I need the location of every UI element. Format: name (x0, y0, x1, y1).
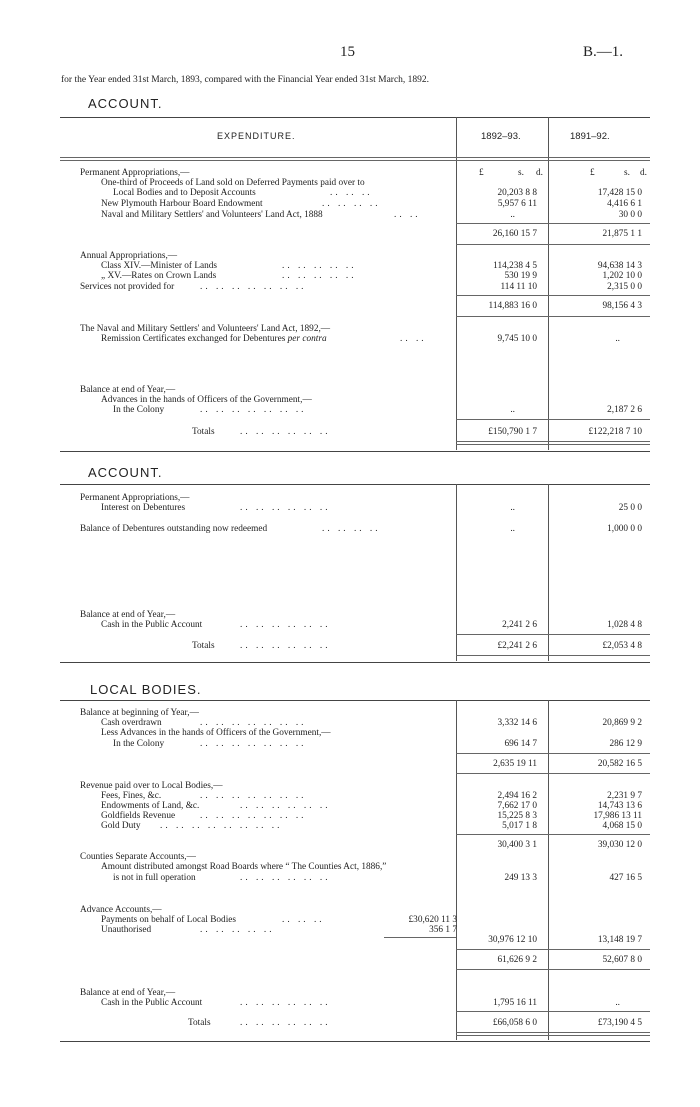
value-1891-92: 4,416 6 1 (607, 199, 642, 209)
leader-dots: .. .. .. .. .. (282, 261, 357, 271)
header-rule (60, 157, 650, 158)
row-label: The Naval and Military Settlers' and Volunteers' Land Act, 1892,— (80, 324, 331, 334)
row-label: Balance at beginning of Year,— (80, 708, 199, 718)
value-1891-92: .. (615, 998, 620, 1008)
leader-dots: .. .. .. .. .. .. (240, 873, 331, 883)
page-subtitle: for the Year ended 31st March, 1893, compared with the Financial Year ended 31st March, 1892. (61, 75, 430, 85)
row-label: Services not provided for (80, 282, 175, 292)
leader-dots: .. .. .. .. .. (200, 925, 275, 935)
currency-shillings: s. (624, 168, 630, 178)
subtotal-1891-92: 21,875 1 1 (602, 229, 642, 239)
row-label: Naval and Military Settlers' and Volunteers' Land Act, 1888 (101, 210, 323, 220)
page-number: 15 (340, 44, 355, 60)
leader-dots: .. .. .. .. .. .. .. (200, 811, 307, 821)
leader-dots: .. .. .. .. .. .. (240, 1018, 331, 1028)
value-1892-93: 5,957 6 11 (497, 199, 537, 209)
leader-dots: .. .. .. .. .. (282, 271, 357, 281)
column-header-1891-92: 1891–92. (570, 131, 610, 142)
total-1892-93: £2,241 2 6 (497, 641, 537, 651)
section3-title: LOCAL BODIES. (90, 682, 202, 697)
value-1892-93: 20,203 8 8 (497, 188, 537, 198)
leader-dots: .. .. .. .. .. .. (240, 998, 331, 1008)
row-label: Advances in the hands of Officers of the Government,— (101, 395, 312, 405)
value-1891-92: 17,428 15 0 (597, 188, 642, 198)
value-1891-92: 4,068 15 0 (602, 821, 642, 831)
row-label: „ XV.—Rates on Crown Lands (101, 271, 217, 281)
subtotal-1892-93: 61,626 9 2 (497, 955, 537, 965)
row-label: Balance of Debentures outstanding now redeemed (80, 524, 268, 534)
row-label: Class XIV.—Minister of Lands (101, 261, 218, 271)
total-rule (456, 419, 650, 420)
value-1892-93: 9,745 10 0 (497, 334, 537, 344)
subtotal-1892-93: 30,400 3 1 (497, 840, 537, 850)
value-1891-92: 1,202 10 0 (602, 271, 642, 281)
currency-pence: d. (536, 168, 543, 178)
value-1892-93: 3,332 14 6 (497, 718, 537, 728)
leader-dots: .. .. .. .. .. .. .. (200, 791, 307, 801)
subtotal-1891-92: 52,607 8 0 (602, 955, 642, 965)
subtotal-rule (456, 773, 650, 774)
value-1892-93: 114 11 10 (500, 282, 537, 292)
leader-dots: .. .. .. .. .. .. .. (200, 718, 307, 728)
value-1892-93: .. (510, 503, 515, 513)
subtotal-rule (456, 834, 650, 835)
leader-dots: .. .. .. .. .. .. (240, 801, 331, 811)
leader-dots: .. .. .. .. .. .. (240, 427, 331, 437)
total-rule (456, 1032, 650, 1033)
total-1891-92: £73,190 4 5 (597, 1018, 642, 1028)
row-label: Cash overdrawn (101, 718, 162, 728)
value-1892-93: 5,017 1 8 (502, 821, 537, 831)
row-label: Less Advances in the hands of Officers of the Government,— (101, 728, 331, 738)
inner-rule (384, 937, 456, 938)
currency-pounds: £ (590, 168, 595, 178)
leader-dots: .. .. .. .. .. .. (240, 641, 331, 651)
totals-label: Totals (192, 641, 215, 651)
row-label: One-third of Proceeds of Land sold on Deferred Payments paid over to (101, 178, 365, 188)
row-label: Payments on behalf of Local Bodies (101, 915, 237, 925)
totals-label: Totals (192, 427, 215, 437)
leader-dots: .. .. .. .. .. .. (240, 620, 331, 630)
row-label: Annual Appropriations,— (80, 251, 178, 261)
row-label: Interest on Debentures (101, 503, 186, 513)
subtotal-1892-93: 2,635 19 11 (493, 759, 537, 769)
column-header-1892-93: 1892–93. (481, 131, 521, 142)
total-1891-92: £122,218 7 10 (588, 427, 642, 437)
total-rule (456, 444, 650, 445)
value-1892-93: 1,795 16 11 (493, 998, 537, 1008)
total-rule (456, 634, 650, 635)
row-label: Balance at end of Year,— (80, 385, 176, 395)
subtotal-rule (456, 223, 650, 224)
row-label: Goldfields Revenue (101, 811, 176, 821)
row-label: Endowments of Land, &c. (101, 801, 200, 811)
subtotal-rule (456, 295, 650, 296)
total-rule (456, 655, 650, 656)
totals-label: Totals (188, 1018, 211, 1028)
row-label: Gold Duty (101, 821, 141, 831)
leader-dots: .. .. .. (330, 188, 373, 198)
value-1891-92: 1,028 4 8 (607, 620, 642, 630)
row-label: Balance at end of Year,— (80, 988, 176, 998)
total-1892-93: £66,058 6 0 (492, 1018, 537, 1028)
row-label: Remission Certificates exchanged for Debentures per contra (101, 334, 327, 344)
leader-dots: .. .. (394, 210, 421, 220)
row-label: Unauthorised (101, 925, 152, 935)
value-1891-92: 2,187 2 6 (607, 405, 642, 415)
total-rule (456, 1035, 650, 1036)
row-label: Revenue paid over to Local Bodies,— (80, 781, 223, 791)
value-1891-92: 20,869 9 2 (602, 718, 642, 728)
value-1891-92: 94,638 14 3 (597, 261, 642, 271)
value-1892-93: 7,662 17 0 (497, 801, 537, 811)
value-1892-93: .. (510, 210, 515, 220)
value-1892-93: 114,238 4 5 (493, 261, 537, 271)
row-label: Balance at end of Year,— (80, 610, 176, 620)
value-1892-93: 530 19 9 (504, 271, 537, 281)
leader-dots: .. .. .. .. .. .. .. .. (160, 821, 283, 831)
row-label: Permanent Appropriations,— (80, 493, 190, 503)
subtotal-1891-92: 98,156 4 3 (602, 301, 642, 311)
value-1892-93: 30,976 12 10 (488, 935, 537, 945)
expenditure-header: EXPENDITURE. (217, 131, 296, 141)
row-label: New Plymouth Harbour Board Endowment (101, 199, 263, 209)
row-label: is not in full operation (113, 873, 196, 883)
section1-title: ACCOUNT. (88, 96, 163, 111)
subtotal-rule (456, 969, 650, 970)
currency-pounds: £ (479, 168, 484, 178)
row-label: Cash in the Public Account (101, 998, 203, 1008)
value-1891-92: .. (615, 334, 620, 344)
row-label: Local Bodies and to Deposit Accounts (113, 188, 256, 198)
value-1892-93: 696 14 7 (504, 739, 537, 749)
leader-dots: .. .. .. .. .. .. .. (200, 405, 307, 415)
col-divider (548, 700, 549, 1040)
value-1891-92: 14,743 13 6 (597, 801, 642, 811)
subtotal-rule (456, 753, 650, 754)
inner-amount: £30,620 11 3 (408, 915, 457, 925)
total-rule (456, 441, 650, 442)
leader-dots: .. .. .. .. .. .. .. (200, 282, 307, 292)
value-1892-93: 249 13 3 (504, 873, 537, 883)
col-divider (456, 700, 457, 1040)
page-reference: B.—1. (583, 44, 624, 60)
value-1891-92: 1,000 0 0 (607, 524, 642, 534)
subtotal-rule (456, 949, 650, 950)
value-1891-92: 25 0 0 (618, 503, 642, 513)
row-label: In the Colony (113, 405, 165, 415)
value-1892-93: .. (510, 405, 515, 415)
subtotal-1891-92: 39,030 12 0 (597, 840, 642, 850)
subtotal-1892-93: 114,883 16 0 (488, 301, 537, 311)
leader-dots: .. .. .. .. .. .. .. (200, 739, 307, 749)
section2-title: ACCOUNT. (88, 465, 163, 480)
row-label: Permanent Appropriations,— (80, 168, 190, 178)
currency-pence: d. (640, 168, 647, 178)
header-rule (60, 160, 650, 161)
value-1891-92: 427 16 5 (609, 873, 642, 883)
row-label: Amount distributed amongst Road Boards where “ The Counties Act, 1886,” (101, 862, 387, 872)
subtotal-1891-92: 20,582 16 5 (597, 759, 642, 769)
currency-shillings: s. (518, 168, 524, 178)
value-1891-92: 2,315 0 0 (607, 282, 642, 292)
leader-dots: .. .. (400, 334, 427, 344)
inner-amount: 356 1 7 (429, 925, 457, 935)
total-1892-93: £150,790 1 7 (488, 427, 537, 437)
value-1892-93: 15,225 8 3 (497, 811, 537, 821)
subtotal-rule (456, 316, 650, 317)
total-1891-92: £2,053 4 8 (602, 641, 642, 651)
value-1891-92: 286 12 9 (609, 739, 642, 749)
leader-dots: .. .. .. (282, 915, 325, 925)
value-1892-93: 2,241 2 6 (502, 620, 537, 630)
value-1891-92: 17,986 13 11 (593, 811, 642, 821)
value-1892-93: 2,494 16 2 (497, 791, 537, 801)
col-divider (548, 117, 549, 450)
value-1892-93: .. (510, 524, 515, 534)
value-1891-92: 13,148 19 7 (597, 935, 642, 945)
total-rule (456, 1011, 650, 1012)
subtotal-rule (456, 244, 650, 245)
leader-dots: .. .. .. .. (322, 524, 381, 534)
subtotal-1892-93: 26,160 15 7 (492, 229, 537, 239)
row-label: In the Colony (113, 739, 165, 749)
leader-dots: .. .. .. .. (322, 199, 381, 209)
row-label: Cash in the Public Account (101, 620, 203, 630)
value-1891-92: 2,231 9 7 (607, 791, 642, 801)
leader-dots: .. .. .. .. .. .. (240, 503, 331, 513)
row-label: Fees, Fines, &c. (101, 791, 162, 801)
value-1891-92: 30 0 0 (618, 210, 642, 220)
col-divider (456, 117, 457, 450)
row-label: Counties Separate Accounts,— (80, 852, 196, 862)
row-label: Advance Accounts,— (80, 905, 162, 915)
